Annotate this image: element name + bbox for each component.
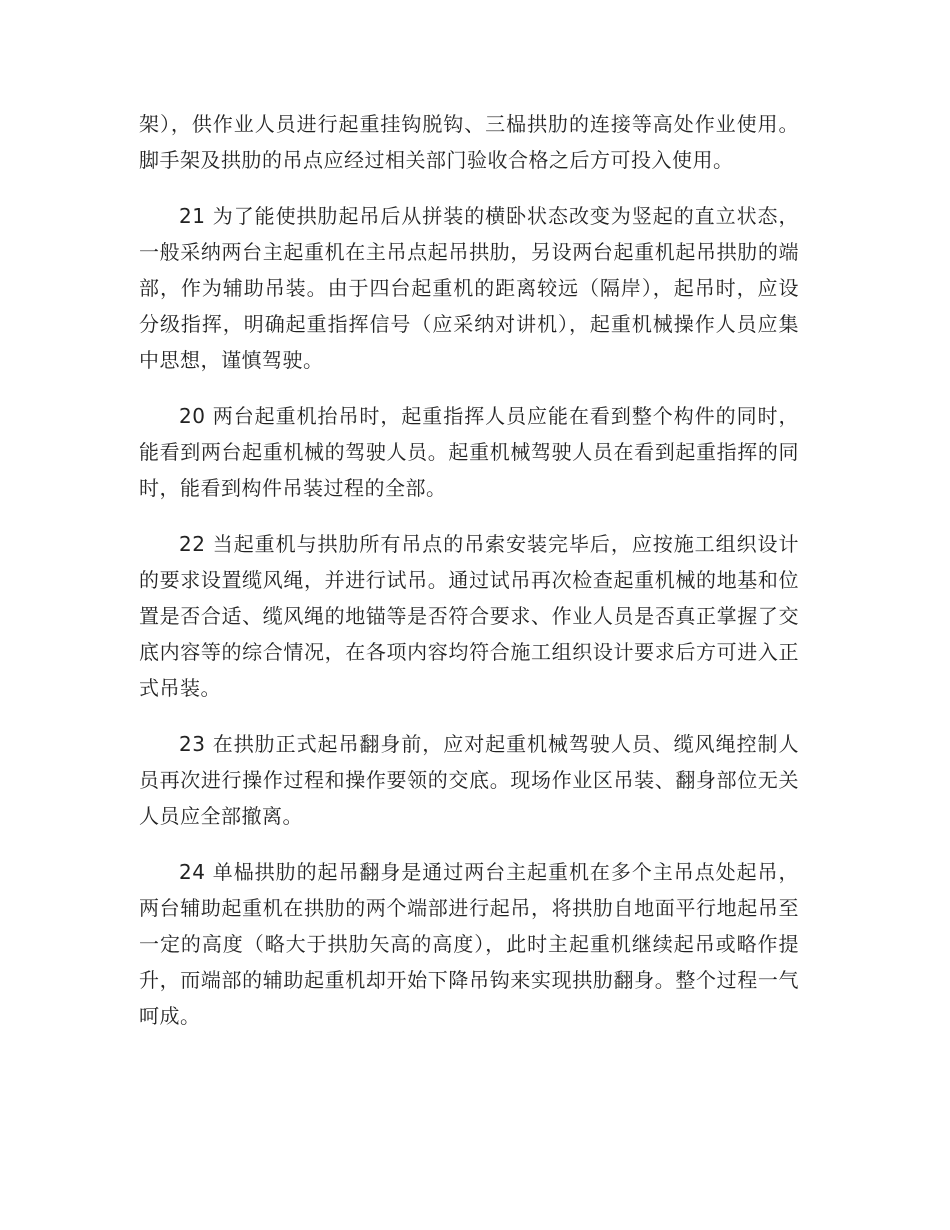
paragraph-24: 24 单榀拱肋的起吊翻身是通过两台主起重机在多个主吊点处起吊，两台辅助起重机在拱肋的两个端部进行起吊，将拱肋自地面平行地起吊至一定的高度（略大于拱肋矢高的高度），此时主起重机继续起吊或略作提升，而端部的辅助起重机却开始下降吊钩来实现拱肋翻身。整个过程一气呵成。 (139, 860, 799, 1028)
paragraph-22: 22 当起重机与拱肋所有吊点的吊索安装完毕后，应按施工组织设计的要求设置缆风绳，并进行试吊。通过试吊再次检查起重机械的地基和位置是否合适、缆风绳的地锚等是否符合要求、作业人员是否真正掌握了交底内容等的综合情况，在各项内容均符合施工组织设计要求后方可进入正式吊装。 (139, 532, 799, 700)
paragraph-20: 20 两台起重机抬吊时，起重指挥人员应能在看到整个构件的同时，能看到两台起重机械的驾驶人员。起重机械驾驶人员在看到起重指挥的同时，能看到构件吊装过程的全部。 (139, 404, 799, 500)
paragraph-continuation: 架），供作业人员进行起重挂钩脱钩、三榀拱肋的连接等高处作业使用。脚手架及拱肋的吊点应经过相关部门验收合格之后方可投入使用。 (139, 112, 799, 172)
document-body (139, 106, 799, 1054)
paragraph-23: 23 在拱肋正式起吊翻身前，应对起重机械驾驶人员、缆风绳控制人员再次进行操作过程和操作要领的交底。现场作业区吊装、翻身部位无关人员应全部撤离。 (139, 732, 799, 828)
paragraph-21: 21 为了能使拱肋起吊后从拼装的横卧状态改变为竖起的直立状态，一般采纳两台主起重机在主吊点起吊拱肋，另设两台起重机起吊拱肋的端部，作为辅助吊装。由于四台起重机的距离较远（隔岸），起吊时，应设分级指挥，明确起重指挥信号（应采纳对讲机），起重机械操作人员应集中思想，谨慎驾驶。 (139, 204, 799, 372)
